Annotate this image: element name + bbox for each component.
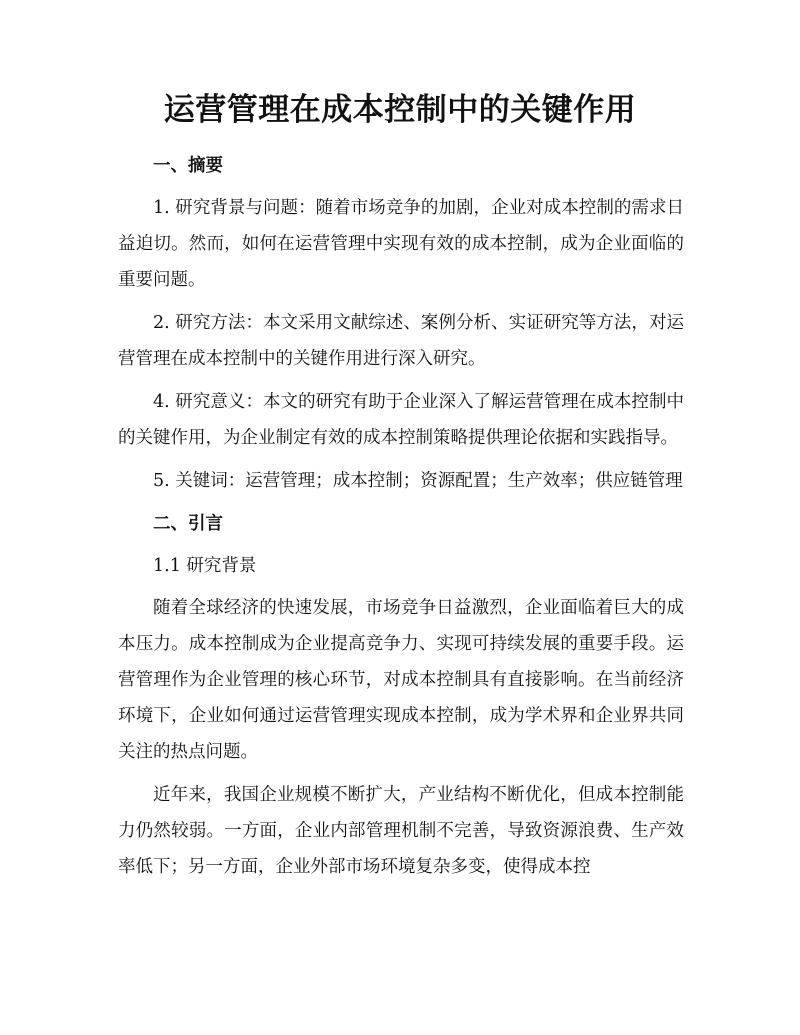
introduction-paragraph-2: 近年来，我国企业规模不断扩大，产业结构不断优化，但成本控制能力仍然较弱。一方面，企业内部管理机制不完善，导致资源浪费、生产效率低下；另一方面，企业外部市场环境复杂多变，使得成本控 xyxy=(118,785,684,877)
subsection-heading-background: 1.1 研究背景 xyxy=(153,556,257,576)
document-title: 运营管理在成本控制中的关键作用 xyxy=(163,92,637,128)
introduction-paragraph-1: 随着全球经济的快速发展，市场竞争日益激烈，企业面临着巨大的成本压力。成本控制成为企业提高竞争力、实现可持续发展的重要手段。运营管理作为企业管理的核心环节，对成本控制具有直接影响。在当前经济环境下，企业如何通过运营管理实现成本控制，成为学术界和企业界共同关注的热点问题。 xyxy=(118,598,684,762)
abstract-paragraph-significance: 4. 研究意义：本文的研究有助于企业深入了解运营管理在成本控制中的关键作用，为企业制定有效的成本控制策略提供理论依据和实践指导。 xyxy=(118,392,684,448)
abstract-paragraph-keywords: 5. 关键词：运营管理；成本控制；资源配置；生产效率；供应链管理 xyxy=(153,471,683,491)
abstract-paragraph-background: 1. 研究背景与问题：随着市场竞争的加剧，企业对成本控制的需求日益迫切。然而，如何在运营管理中实现有效的成本控制，成为企业面临的重要问题。 xyxy=(118,198,684,290)
document-body xyxy=(118,148,684,892)
section-heading-introduction: 二、引言 xyxy=(153,514,223,534)
section-heading-abstract: 一、摘要 xyxy=(153,156,223,176)
abstract-paragraph-method: 2. 研究方法：本文采用文献综述、案例分析、实证研究等方法，对运营管理在成本控制中的关键作用进行深入研究。 xyxy=(118,313,684,369)
